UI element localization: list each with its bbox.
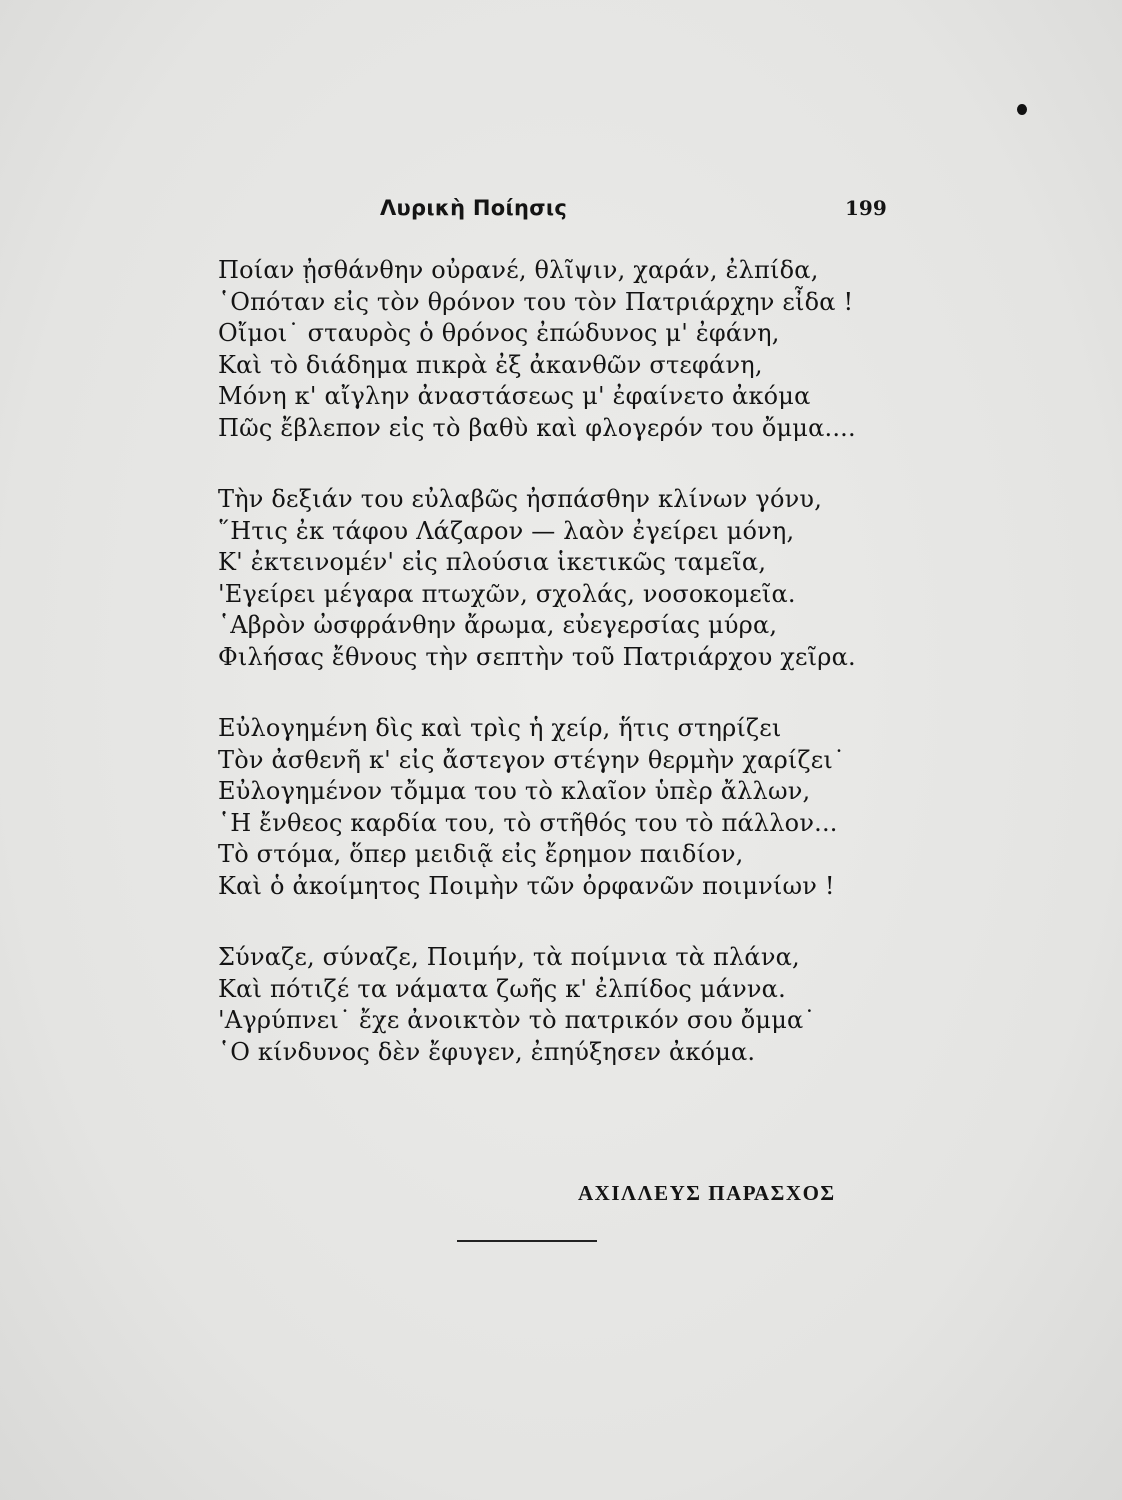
ink-spot (1017, 104, 1027, 115)
verse-line: Ποίαν ᾐσθάνθην οὐρανέ, θλῖψιν, χαράν, ἐλπίδα, (218, 256, 819, 284)
verse-line: Καὶ ὁ ἀκοίμητος Ποιμὴν τῶν ὀρφανῶν ποιμνίων ! (218, 871, 835, 900)
verse-line: Εὐλογημένη δὶς καὶ τρὶς ἡ χείρ, ἥτις στηρίζει (218, 714, 782, 742)
verse-line: ῾Η ἔνθεος καρδία του, τὸ στῆθός του τὸ πάλλον... (218, 808, 838, 837)
verse-line: Τὸν ἀσθενῆ κ' εἰς ἄστεγον στέγην θερμὴν χαρίζει˙ (218, 745, 846, 774)
stanza-4 (218, 942, 858, 1068)
end-rule (457, 1240, 597, 1242)
verse-line: Σύναζε, σύναζε, Ποιμήν, τὰ ποίμνια τὰ πλάνα, (218, 943, 800, 971)
stanza-3 (218, 713, 858, 902)
verse-line: Μόνη κ' αἴγλην ἀναστάσεως μ' ἐφαίνετο ἀκόμα (218, 382, 811, 410)
stanza-1 (218, 255, 858, 444)
verse-line: ῾Οπόταν εἰς τὸν θρόνον του τὸν Πατριάρχην εἶδα ! (218, 287, 854, 316)
verse-line: ῾Ο κίνδυνος δὲν ἔφυγεν, ἐπηύξησεν ἀκόμα. (218, 1037, 756, 1066)
verse-line: 'Εγείρει μέγαρα πτωχῶν, σχολάς, νοσοκομεῖα. (218, 579, 796, 608)
verse-line: Καὶ πότιζέ τα νάματα ζωῆς κ' ἐλπίδος μάννα. (218, 974, 786, 1003)
verse-line: Τὴν δεξιάν του εὐλαβῶς ἠσπάσθην κλίνων γόνυ, (218, 485, 823, 513)
poem (218, 255, 858, 1108)
page-number: 199 (845, 196, 887, 220)
verse-line: Φιλήσας ἔθνους τὴν σεπτὴν τοῦ Πατριάρχου χεῖρα. (218, 642, 856, 671)
verse-line: Εὐλογημένον τὄμμα του τὸ κλαῖον ὑπὲρ ἄλλων, (218, 777, 811, 805)
verse-line: ῾Αβρὸν ὠσφράνθην ἄρωμα, εὐεγερσίας μύρα, (218, 611, 778, 639)
verse-line: Κ' ἐκτεινομέν' εἰς πλούσια ἱκετικῶς ταμεῖα, (218, 548, 767, 576)
verse-line: Οἴμοι˙ σταυρὸς ὁ θρόνος ἐπώδυνος μ' ἐφάνη, (218, 319, 780, 347)
running-title: Λυρικὴ Ποίησις (380, 196, 568, 220)
verse-line: Πῶς ἔβλεπον εἰς τὸ βαθὺ καὶ φλογερόν του ὄμμα.... (218, 413, 856, 442)
author-signature: ΑΧΙΛΛΕΥΣ ΠΑΡΑΣΧΟΣ (578, 1181, 836, 1205)
stanza-2 (218, 484, 858, 673)
verse-line: Καὶ τὸ διάδημα πικρὰ ἐξ ἀκανθῶν στεφάνη, (218, 350, 763, 379)
verse-line: ῞Ητις ἐκ τάφου Λάζαρον — λαὸν ἐγείρει μόνη, (218, 516, 795, 545)
verse-line: 'Αγρύπνει˙ ἔχε ἀνοικτὸν τὸ πατρικόν σου ὄμμα˙ (218, 1006, 816, 1034)
verse-line: Τὸ στόμα, ὅπερ μειδιᾷ εἰς ἔρημον παιδίον, (218, 840, 744, 868)
